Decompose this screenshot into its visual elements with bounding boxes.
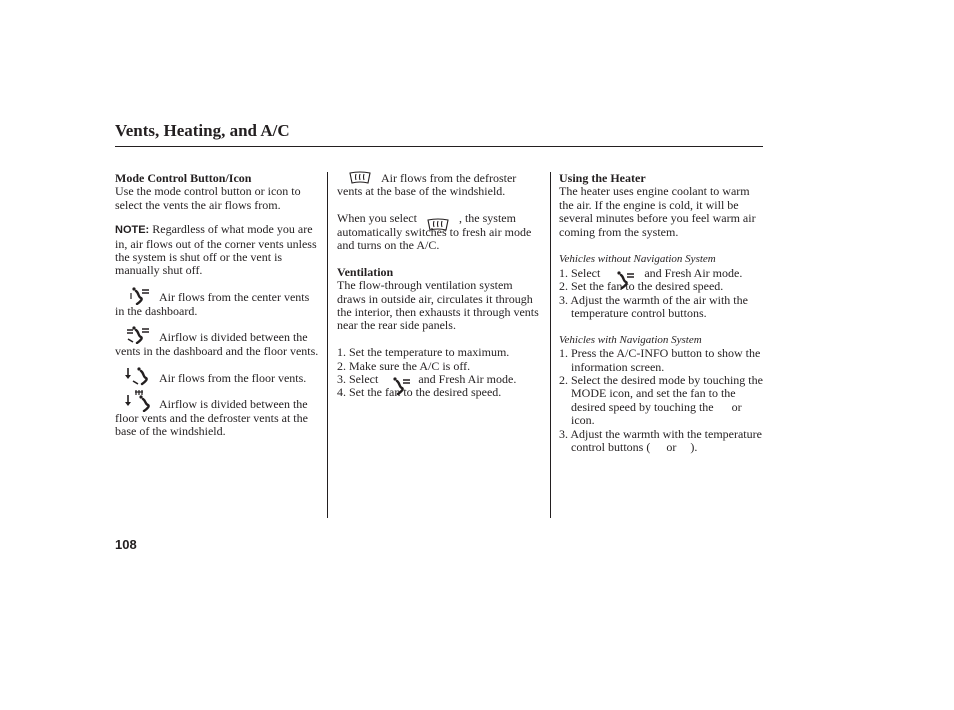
mode-dash-paragraph: [115, 291, 321, 318]
header-rule: [115, 146, 763, 147]
windshield-defrost-icon: [427, 218, 449, 232]
heater-step: 1. Select and Fresh Air mode.: [559, 267, 765, 280]
dash-vent-icon: [129, 287, 151, 305]
ventilation-step: 1. Set the temperature to maximum.: [337, 345, 510, 360]
ventilation-step: 3. Select and Fresh Air mode.: [337, 373, 543, 386]
heater-step: 2. Set the fan to the desired speed.: [559, 279, 724, 294]
note-label: NOTE:: [115, 224, 150, 237]
heater-step: 2. Select the desired mode by touching the MODE icon, and set the fan to the desired speed by touching the oricon.: [559, 373, 763, 428]
mode-floor-defrost-text: Airflow is divided between the floor vents and the defroster vents at the base of the windshield.: [115, 397, 308, 439]
column-divider: [327, 172, 328, 518]
page-title: Vents, Heating, and A/C: [115, 121, 290, 140]
ventilation-text: The flow-through ventilation system draws in outside air, circulates it through the interior, then exhausts it through vents near the rear side panels.: [337, 278, 539, 333]
mode-control-intro: Use the mode control button or icon to select the vents the air flows from.: [115, 184, 301, 212]
with-nav-subheading: Vehicles with Navigation System: [559, 333, 702, 346]
column-heater: [559, 172, 765, 455]
floor-vent-icon: [614, 271, 636, 289]
floor-defrost-icon: [125, 390, 153, 412]
without-nav-subheading: Vehicles without Navigation System: [559, 253, 716, 266]
defrost-select-pre: When you select: [337, 211, 417, 226]
heater-step: 3. Adjust the warmth of the air with the temperature control buttons.: [559, 292, 748, 321]
ventilation-heading: Ventilation: [337, 264, 394, 279]
mode-bilevel-paragraph: [115, 331, 321, 358]
column-ventilation: [337, 172, 543, 400]
defrost-text: Air flows from the defroster vents at the base of the windshield.: [337, 171, 517, 199]
defrost-select-post: , the system automatically switches to fresh air mode and turns on the A/C.: [337, 211, 532, 253]
note-text: Regardless of what mode you are in, air flows out of the corner vents unless the system is shut off or the vent is manually shut off.: [115, 222, 317, 278]
mode-control-heading: Mode Control Button/Icon: [115, 171, 252, 185]
column-divider: [550, 172, 551, 518]
defrost-paragraph: [337, 172, 543, 199]
ventilation-step: 4. Set the fan to the desired speed.: [337, 385, 502, 400]
heater-step: 3. Adjust the warmth with the temperature control buttons ( or ).: [559, 426, 762, 455]
column-mode-control: [115, 172, 321, 439]
windshield-defrost-icon: [349, 171, 371, 185]
mode-dash-text: Air flows from the center vents in the dashboard.: [115, 290, 310, 318]
bi-level-icon: [125, 326, 151, 344]
mode-floor-defrost-paragraph: [115, 398, 321, 438]
mode-bilevel-text: Airflow is divided between the vents in the dashboard and the floor vents.: [115, 330, 319, 358]
note-paragraph: [115, 223, 321, 278]
ventilation-step: 2. Make sure the A/C is off.: [337, 358, 471, 373]
page-number: 108: [115, 537, 137, 552]
heater-intro: The heater uses engine coolant to warm the air. If the engine is cold, it will be several minutes before you feel warm air coming from the system.: [559, 184, 756, 239]
heater-step: 1. Press the A/C-INFO button to show the information screen.: [559, 346, 761, 374]
heater-heading: Using the Heater: [559, 171, 646, 185]
defrost-select-paragraph: [337, 212, 543, 252]
mode-floor-text: Air flows from the floor vents.: [159, 370, 307, 385]
floor-vent-icon: [125, 366, 151, 386]
mode-floor-paragraph: [115, 372, 321, 385]
dash-vent-icon: [390, 377, 412, 395]
